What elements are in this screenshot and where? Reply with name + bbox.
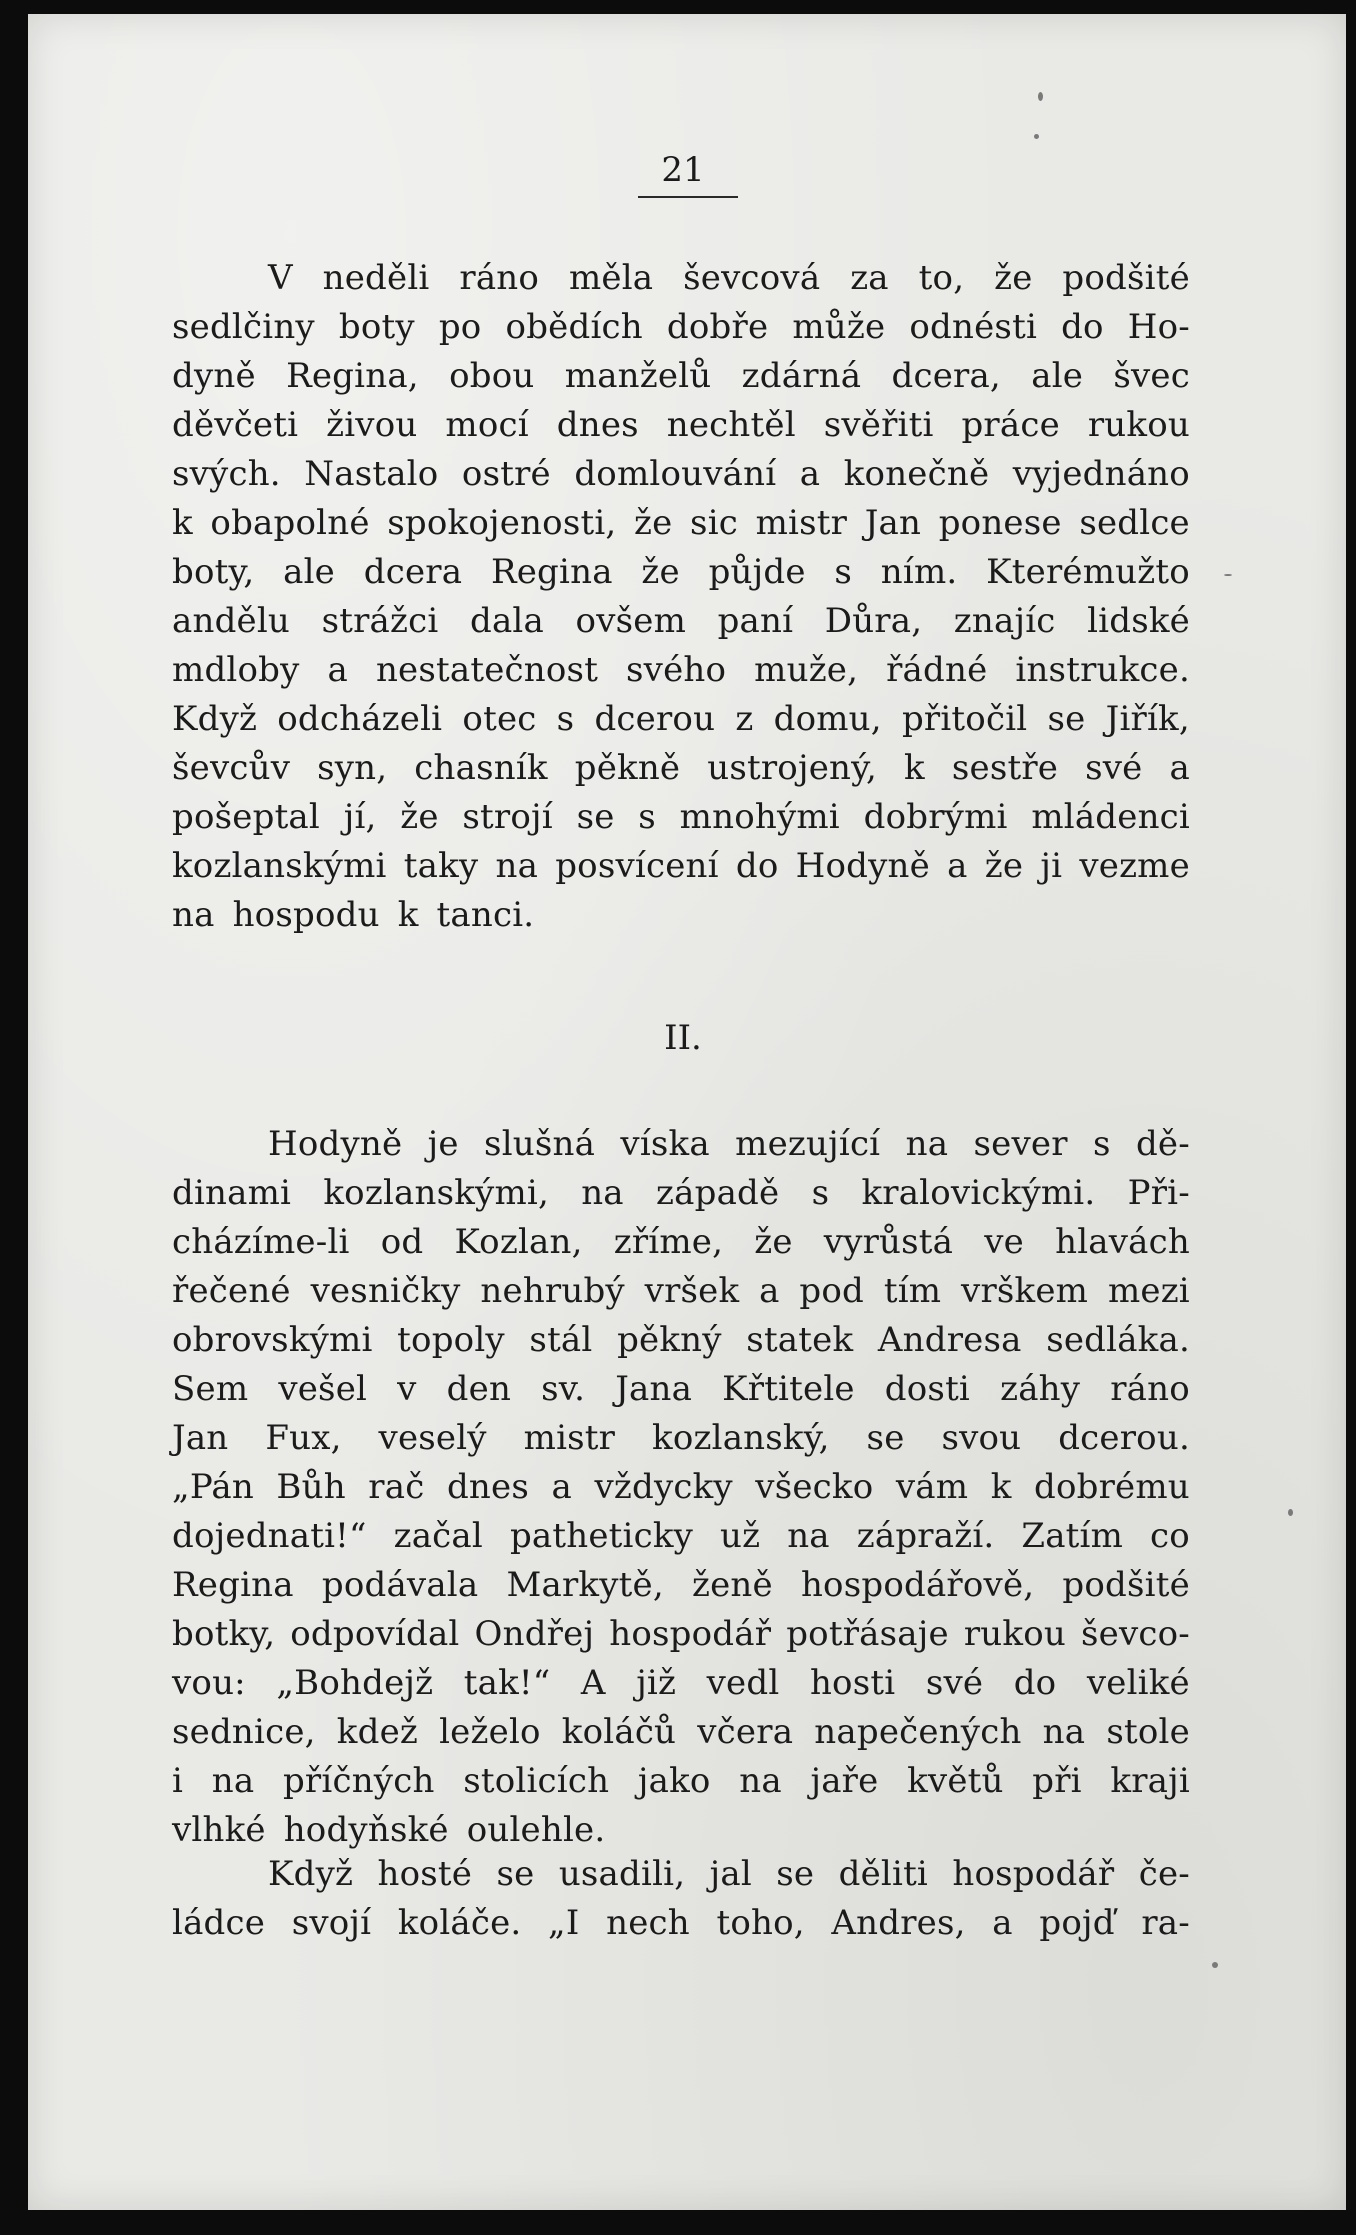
text-line: kozlanskými taky na posvícení do Hodyně a že ji vezme [172,846,1190,886]
text-line: Hodyně je slušná víska mezující na sever s dě- [268,1124,1190,1164]
text-line: sednice, kdež leželo koláčů včera napečených na stole [172,1712,1190,1752]
paragraph-3 [172,1850,1190,1948]
text-line: ševcův syn, chasník pěkně ustrojený, k sestře své a [172,748,1190,788]
paper-speck [1038,92,1043,101]
text-line: Když hosté se usadili, jal se děliti hospodář če- [268,1854,1190,1894]
text-line: vou: „Bohdejž tak!“ A již vedl hosti své do veliké [172,1663,1190,1703]
text-line: vlhké hodyňské oulehle. [172,1810,606,1850]
book-page [28,14,1346,2210]
text-line: mdloby a nestatečnost svého muže, řádné instrukce. [172,650,1190,690]
text-line: ládce svojí koláče. „I nech toho, Andres, a pojď ra- [172,1903,1190,1943]
paper-speck [1212,1962,1218,1968]
paragraph-2 [172,1120,1190,1855]
text-line: cházíme-li od Kozlan, zříme, že vyrůstá ve hlavách [172,1222,1190,1262]
page-number: 21 [661,150,705,190]
text-line: i na příčných stolicích jako na jaře květů při kraji [172,1761,1190,1801]
text-line: andělu strážci dala ovšem paní Důra, znajíc lidské [172,601,1190,641]
text-line: boty, ale dcera Regina že půjde s ním. Kterémužto [172,552,1190,592]
text-line: k obapolné spokojenosti, že sic mistr Jan ponese sedlce [172,503,1190,543]
text-line: pošeptal jí, že strojí se s mnohými dobrými mládenci [172,797,1190,837]
text-line: botky, odpovídal Ondřej hospodář potřásaje rukou ševco- [172,1614,1190,1654]
text-line: děvčeti živou mocí dnes nechtěl svěřiti práce rukou [172,405,1190,445]
text-line: dyně Regina, obou manželů zdárná dcera, ale švec [172,356,1190,396]
text-line: Sem vešel v den sv. Jana Křtitele dosti záhy ráno [172,1369,1190,1409]
text-line: sedlčiny boty po obědích dobře může odnésti do Ho- [172,307,1190,347]
paper-speck [1224,574,1232,576]
text-line: „Pán Bůh rač dnes a vždycky všecko vám k dobrému [172,1467,1190,1507]
text-line: na hospodu k tanci. [172,895,535,935]
text-line: řečené vesničky nehrubý vršek a pod tím vrškem mezi [172,1271,1190,1311]
paper-speck [1034,134,1039,139]
text-line: obrovskými topoly stál pěkný statek Andresa sedláka. [172,1320,1190,1360]
section-heading: II. [664,1018,702,1058]
text-line: V neděli ráno měla ševcová za to, že podšité [268,258,1190,298]
paper-speck [1288,1509,1293,1516]
text-line: Regina podávala Markytě, ženě hospodářově, podšité [172,1565,1190,1605]
text-line: Když odcházeli otec s dcerou z domu, přitočil se Jiřík, [172,699,1190,739]
text-line: Jan Fux, veselý mistr kozlanský, se svou dcerou. [172,1418,1190,1458]
text-line: dinami kozlanskými, na západě s kralovickými. Při- [172,1173,1190,1213]
paragraph-1 [172,254,1190,940]
page-number-underline [638,196,738,198]
text-line: svých. Nastalo ostré domlouvání a konečně vyjednáno [172,454,1190,494]
text-line: dojednati!“ začal patheticky už na zápraží. Zatím co [172,1516,1190,1556]
